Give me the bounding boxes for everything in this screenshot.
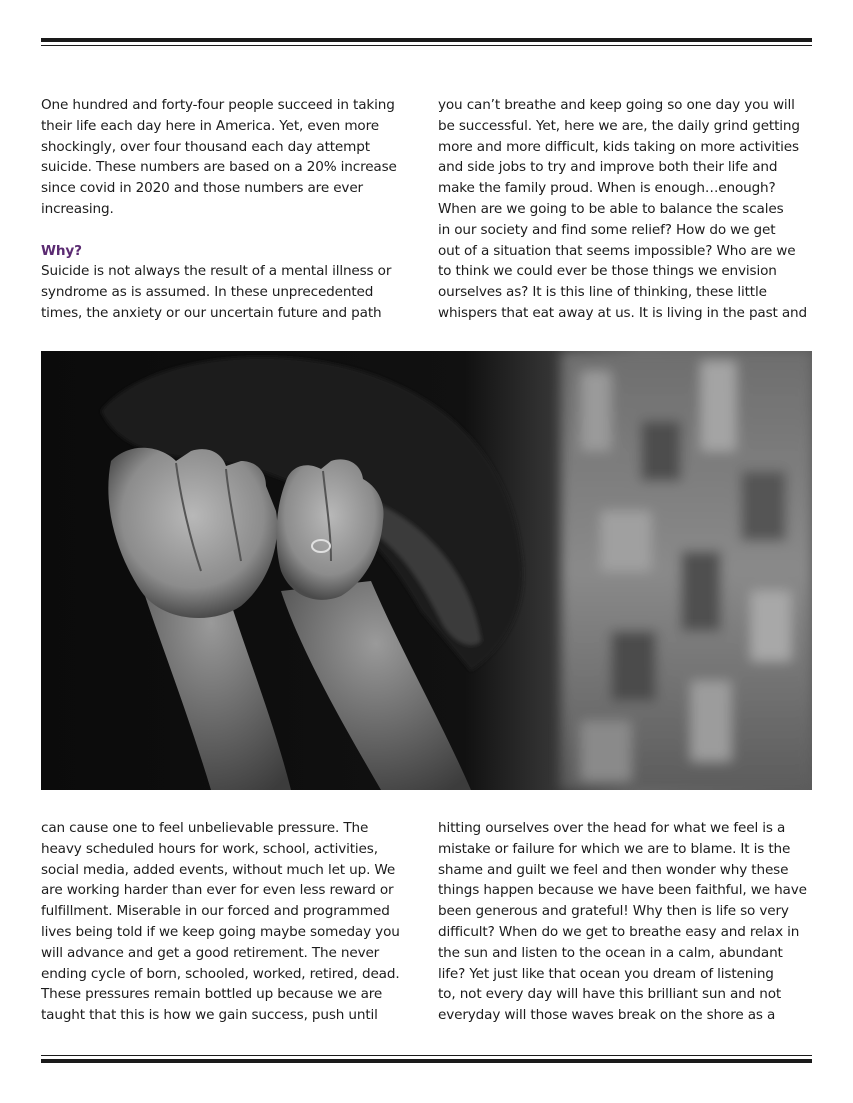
text-line: difficult? When do we get to breathe easy and relax in bbox=[438, 923, 800, 940]
text-line: ending cycle of born, schooled, worked, retired, dead. bbox=[41, 965, 400, 982]
text-line: shockingly, over four thousand each day attempt bbox=[41, 138, 370, 155]
text-column-bottom-left bbox=[41, 818, 413, 1026]
top-rule bbox=[41, 38, 812, 46]
text-line: things happen because we have been faithful, we have bbox=[438, 882, 807, 899]
text-line: be successful. Yet, here we are, the daily grind getting bbox=[438, 117, 800, 134]
text-line: and side jobs to try and improve both their life and bbox=[438, 159, 778, 176]
text-line: since covid in 2020 and those numbers are ever bbox=[41, 180, 363, 197]
text-line: the sun and listen to the ocean in a calm, abundant bbox=[438, 944, 783, 961]
grief-photo bbox=[41, 351, 812, 790]
text-line: mistake or failure for which we are to blame. It is the bbox=[438, 840, 791, 857]
text-line: you can’t breathe and keep going so one day you will bbox=[438, 97, 795, 113]
text-line: shame and guilt we feel and then wonder why these bbox=[438, 861, 789, 878]
text-line: hitting ourselves over the head for what we feel is a bbox=[438, 820, 786, 836]
text-line: their life each day here in America. Yet, even more bbox=[41, 117, 379, 134]
text-line: lives being told if we keep going maybe someday you bbox=[41, 923, 400, 940]
text-line: will advance and get a good retirement. The never bbox=[41, 944, 380, 961]
text-line: When are we going to be able to balance the scales bbox=[438, 200, 784, 217]
text-line: whispers that eat away at us. It is living in the past and bbox=[438, 304, 808, 321]
text-line: Suicide is not always the result of a mental illness or bbox=[41, 263, 392, 280]
text-line: These pressures remain bottled up because we are bbox=[41, 986, 383, 1003]
text-line: make the family proud. When is enough…enough? bbox=[438, 180, 776, 197]
text-line: ourselves as? It is this line of thinking, these little bbox=[438, 284, 767, 301]
text-line: times, the anxiety or our uncertain future and path bbox=[41, 304, 382, 321]
text-line: life? Yet just like that ocean you dream of listening bbox=[438, 965, 774, 982]
text-column-top-left bbox=[41, 95, 413, 324]
text-column-bottom-right bbox=[438, 818, 810, 1026]
text-line: suicide. These numbers are based on a 20% increase bbox=[41, 159, 397, 176]
text-line: to, not every day will have this brilliant sun and not bbox=[438, 986, 782, 1003]
text-line: taught that this is how we gain success, push until bbox=[41, 1007, 378, 1024]
text-line: increasing. bbox=[41, 200, 114, 217]
text-line: everyday will those waves break on the shore as a bbox=[438, 1007, 776, 1024]
text-line: in our society and find some relief? How do we get bbox=[438, 221, 776, 238]
text-line: syndrome as is assumed. In these unprecedented bbox=[41, 284, 374, 301]
text-line: One hundred and forty-four people succeed in taking bbox=[41, 97, 395, 113]
bottom-rule bbox=[41, 1055, 812, 1063]
text-line: more and more difficult, kids taking on more activities bbox=[438, 138, 799, 155]
text-line: to think we could ever be those things we envision bbox=[438, 263, 777, 280]
text-line: heavy scheduled hours for work, school, activities, bbox=[41, 840, 378, 857]
text-line: been generous and grateful! Why then is life so very bbox=[438, 903, 789, 920]
section-heading: Why? bbox=[41, 242, 82, 259]
text-line: out of a situation that seems impossible? Who are we bbox=[438, 242, 796, 259]
text-line: fulfillment. Miserable in our forced and programmed bbox=[41, 903, 390, 920]
text-column-top-right bbox=[438, 95, 810, 324]
text-line: social media, added events, without much let up. We bbox=[41, 861, 396, 878]
text-line: are working harder than ever for even less reward or bbox=[41, 882, 394, 899]
text-line: can cause one to feel unbelievable pressure. The bbox=[41, 820, 369, 836]
